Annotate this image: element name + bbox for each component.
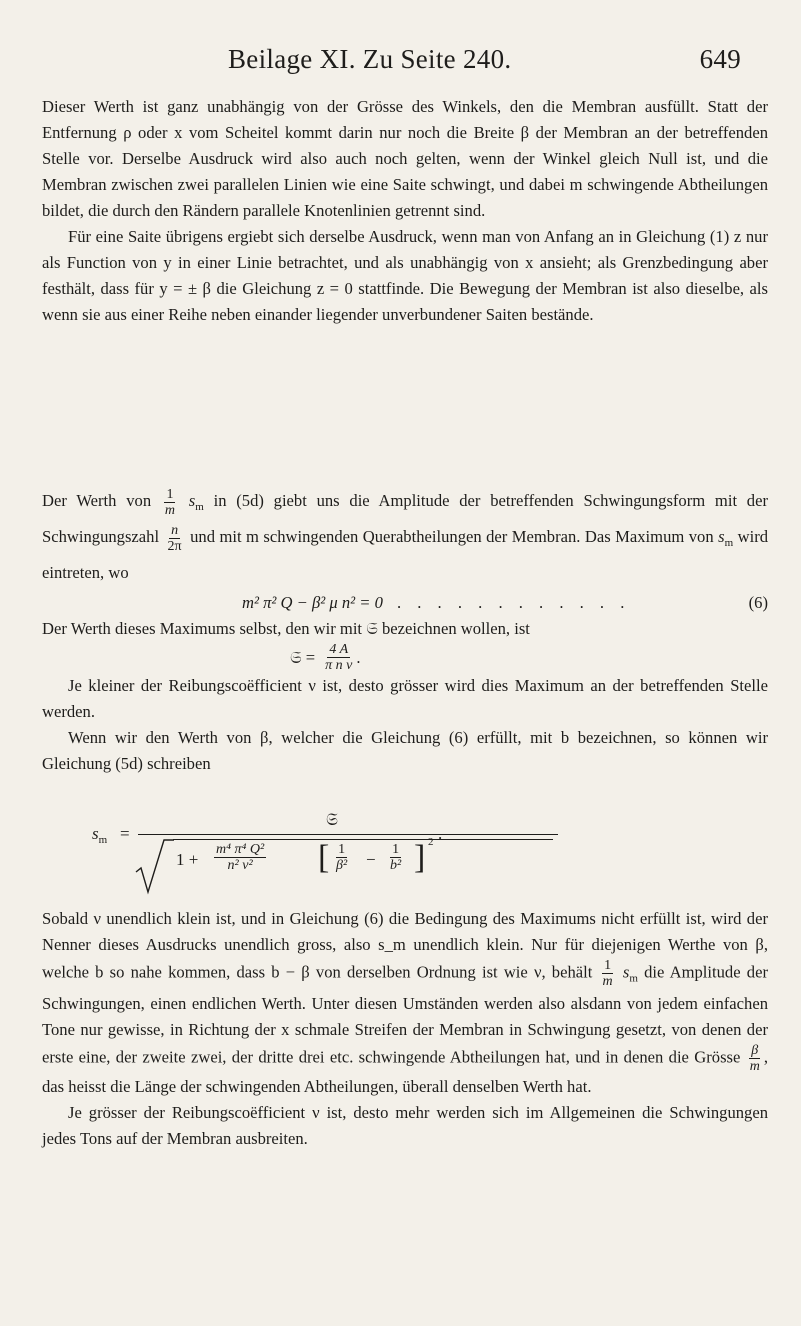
text-block-top	[42, 94, 768, 328]
paragraph-2: Für eine Saite übrigens ergiebt sich derselbe Ausdruck, wenn man von Anfang an in Gleichung (1) z nur als Function von y in einer Linie betrachtet, und als unabhängig von x ansieht; als Grenzbedingung aber festhält, dass für y = ± β die Gleichung z = 0 stattfinde. Die Bewegung der Membran ist also dieselbe, als wenn sie aus einer Reihe neben einander liegender unverbundener Saiten bestände.	[42, 227, 768, 324]
fraction-1-over-m: $\frac{1}{m}$	[164, 486, 176, 518]
radical-sign	[134, 838, 174, 896]
page-number: 649	[699, 44, 741, 74]
paragraph-1: Dieser Werth ist ganz unabhängig von der Grösse des Winkels, den die Membran ausfüllt. Statt der Entfernung ρ oder x vom Scheitel kommt darin nur noch die Breite β der Membran an der betreffenden Stelle vor. Derselbe Ausdruck wird also auch noch gelten, wenn der Winkel gleich Null ist, und die Membran zwischen zwei parallelen Linien wie eine Saite schwingt, und dabei m schwingende Abtheilungen bildet, die durch den Rändern parallele Knotenlinien getrennt sind.	[42, 97, 768, 220]
running-title: Beilage XI. Zu Seite 240.	[228, 44, 512, 74]
formula-s-m: $s_m$ = 𝔖 1 + $\frac{\text{m⁴ π⁴ Q²}}{\text{n² ν²}}$ [ $\frac{1}{\text{β²}}$ − $\frac{1}{\text{b²}}$ ] 2 .	[0, 820, 801, 910]
equation-6-label: (6)	[748, 593, 768, 612]
paragraph-6: Wenn wir den Werth von β, welcher die Gleichung (6) erfüllt, mit b bezeichnen, so können wir Gleichung (5d) schreiben	[42, 728, 768, 773]
paragraph-4: Der Werth dieses Maximums selbst, den wir mit 𝔖 bezeichnen wollen, ist	[42, 619, 530, 638]
paragraph-5: Je kleiner der Reibungscoëfficient ν ist, desto grösser wird dies Maximum an der betreffenden Stelle werden.	[42, 676, 768, 721]
paragraph-7: Sobald ν unendlich klein ist, und in Gleichung (6) die Bedingung des Maximums nicht erfüllt ist, wird der Nenner dieses Ausdrucks unendlich gross, also s_m unendlich klein. Nur für diejenigen Werthe von β, welche b so nahe kommen, dass b − β von derselben Ordnung ist wie ν, behält $\frac{1}{m}$ $s_m$ die Amplitude der Schwingungen, einen endlichen Werth. Unter diesen Umständen werden also alsdann von jedem einfachen Tone nur gewisse, in Richtung der x schmale Streifen der Membran in Schwingung gesetzt, von denen der erste eine, der zweite zwei, der dritte drei etc. schwingende Abtheilungen hat, und in denen die Grösse $\frac{\beta}{m}$ , das heisst die Länge der schwingenden Abtheilungen, überall denselben Werth hat.	[42, 909, 768, 1097]
fraction-n-over-2pi: $\frac{n}{2\pi}$	[167, 522, 182, 554]
equation-6: m² π² Q − β² μ n² = 0 . . . . . . . . . . . . (6)	[42, 590, 768, 616]
paragraph-8: Je grösser der Reibungscoëfficient ν ist, desto mehr werden sich im Allgemeinen die Schwingungen jedes Tons auf der Membran ausbreiten.	[42, 1103, 768, 1149]
equation-S: 𝔖 = $\frac{4 A}{\text{π n ν}}$ .	[290, 642, 361, 673]
text-block-bottom	[42, 906, 768, 1152]
paragraph-3: Der Werth von $\frac{1}{m}$ $s_m$ in (5d) giebt uns die Amplitude der betreffenden Schwingungsform mit der Schwingungszahl $\frac{n}{2\pi}$ und mit m schwingenden Querabtheilungen der Membran. Das Maximum von $s_m$ wird eintreten, wo	[42, 486, 769, 582]
page-header	[0, 44, 801, 84]
text-block-middle	[42, 486, 768, 777]
